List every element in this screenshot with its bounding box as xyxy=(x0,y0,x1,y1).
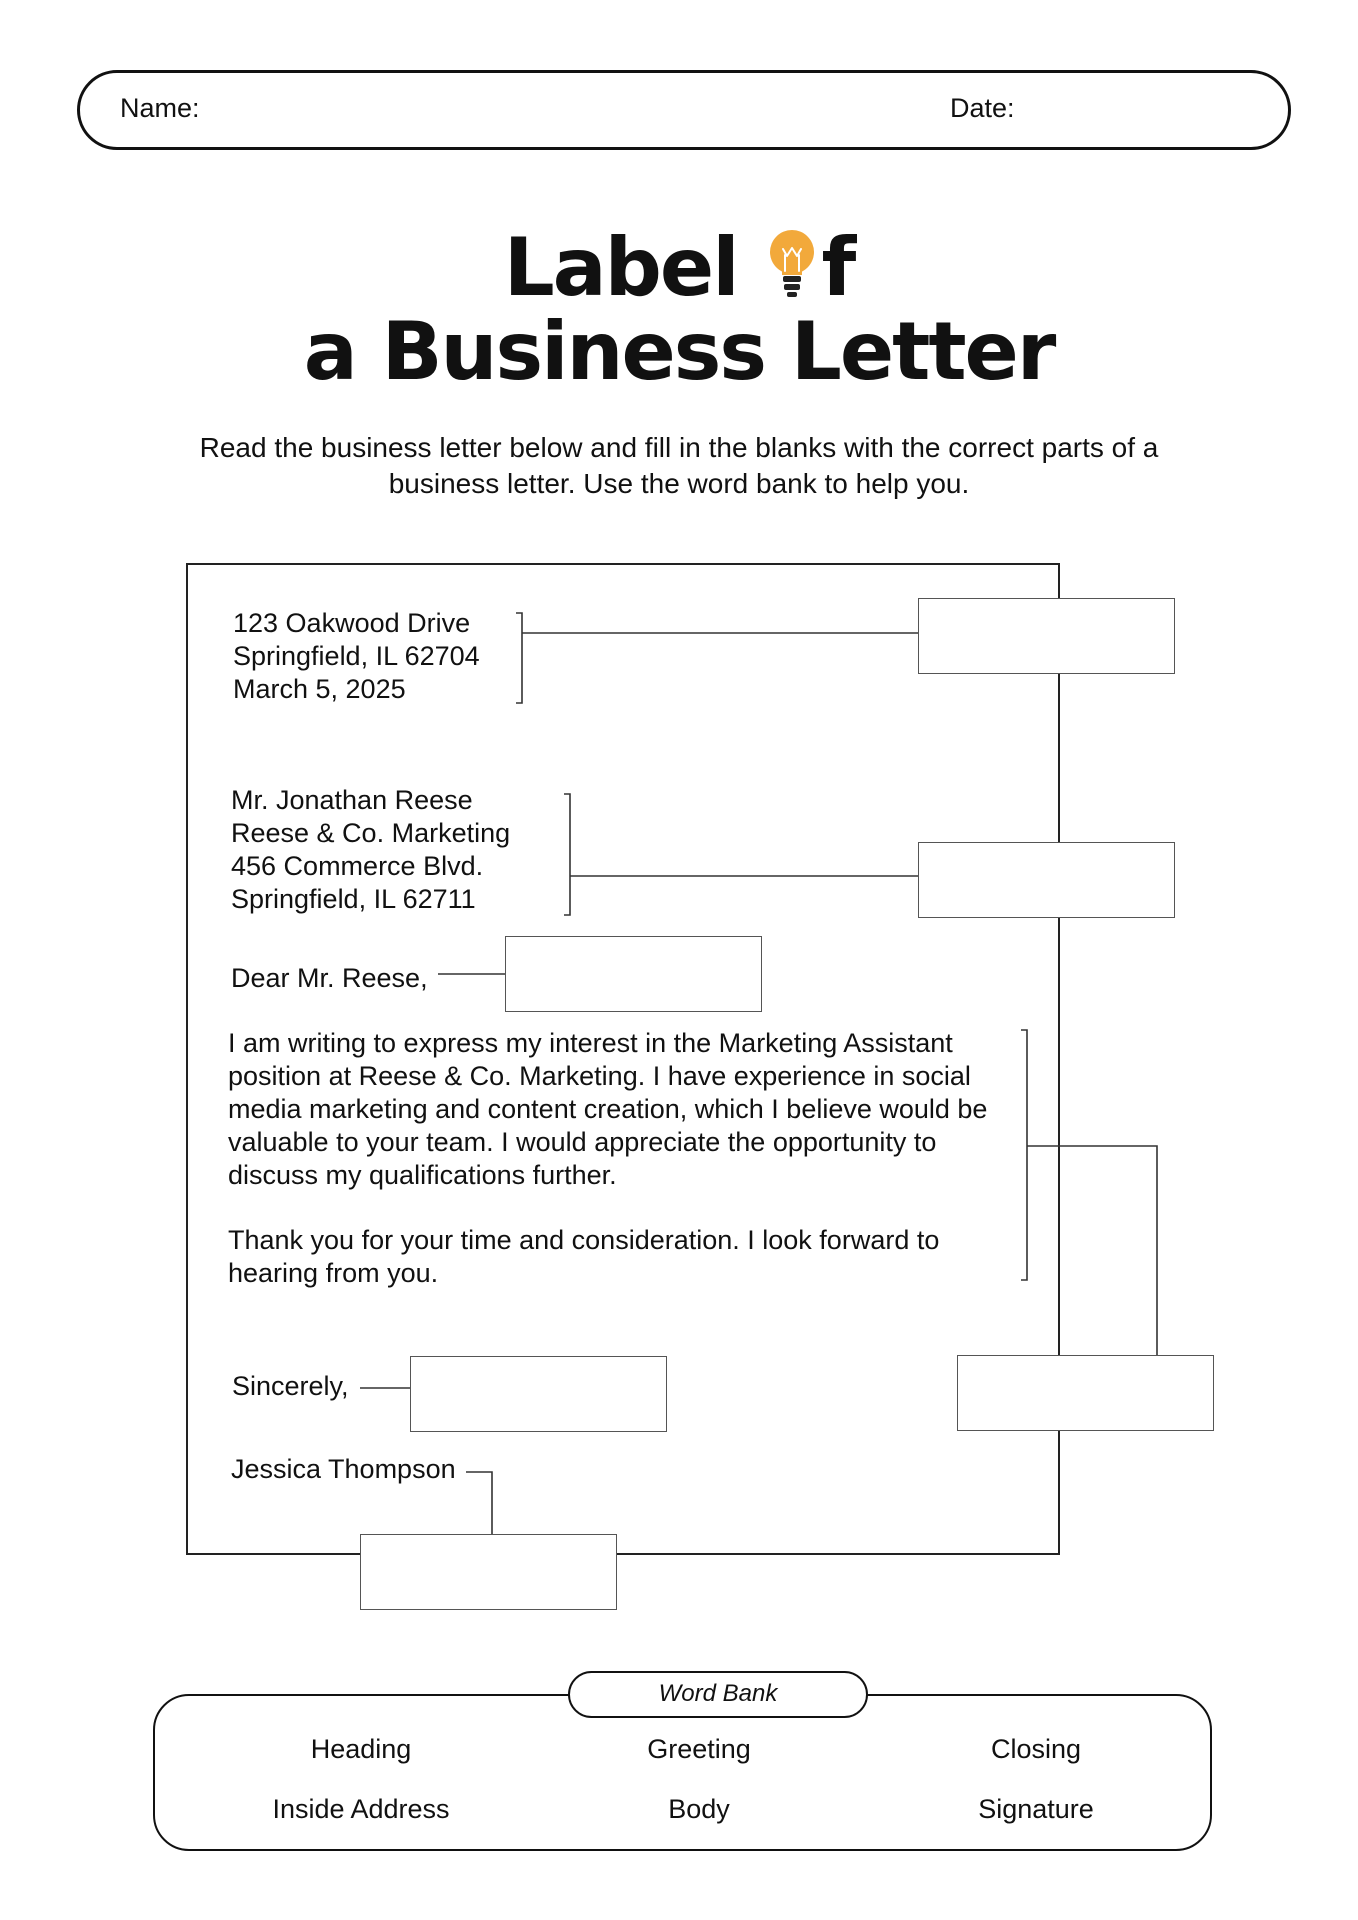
heading-line: March 5, 2025 xyxy=(233,674,406,704)
word-bank-title: Word Bank xyxy=(568,1671,868,1718)
greeting-blank-box[interactable] xyxy=(505,936,762,1012)
date-label: Date: xyxy=(950,93,1015,123)
heading-bracket xyxy=(516,613,522,703)
title-part-1: Label xyxy=(503,221,764,314)
body-paragraph-1: I am writing to express my interest in the Marketing Assistant position at Reese & Co. Marketing. I have experience in social media marketing and content creation, which I believe would be valuable to your team. I would appreciate the opportunity to discuss my qualifications further. xyxy=(228,1028,988,1190)
word-bank-item: Signature xyxy=(978,1794,1094,1824)
body-paragraph-2: Thank you for your time and consideration. I look forward to hearing from you. xyxy=(228,1225,940,1288)
word-bank-item: Heading xyxy=(310,1734,412,1764)
inside-address-line: Reese & Co. Marketing xyxy=(231,818,511,848)
greeting-text: Dear Mr. Reese, xyxy=(231,963,428,993)
signature-connector xyxy=(466,1472,492,1534)
body-blank-box[interactable] xyxy=(957,1355,1214,1431)
inside-address-line: Mr. Jonathan Reese xyxy=(231,785,473,815)
signature-blank-box[interactable] xyxy=(360,1534,617,1610)
page-title-line-2: a Business Letter xyxy=(303,305,1055,398)
signature-text: Jessica Thompson xyxy=(231,1454,456,1484)
inside-address-text xyxy=(231,784,510,916)
heading-blank-box[interactable] xyxy=(918,598,1175,674)
body-connector xyxy=(1027,1146,1157,1355)
heading-line: 123 Oakwood Drive xyxy=(233,608,471,638)
instructions-text: Read the business letter below and fill in the blanks with the correct parts of a business letter. Use the word bank to help you. xyxy=(199,432,1159,499)
word-bank-item: Body xyxy=(668,1794,730,1824)
name-label: Name: xyxy=(120,93,200,123)
word-bank-item: Inside Address xyxy=(272,1794,450,1824)
inside-address-line: Springfield, IL 62711 xyxy=(231,884,476,914)
inside-address-bracket xyxy=(564,794,570,915)
heading-text xyxy=(233,607,480,706)
word-bank-item: Greeting xyxy=(647,1734,751,1764)
title-part-2: f xyxy=(821,221,855,314)
heading-line: Springfield, IL 62704 xyxy=(233,641,480,671)
word-bank-item: Closing xyxy=(990,1734,1082,1764)
closing-blank-box[interactable] xyxy=(410,1356,667,1432)
closing-text: Sincerely, xyxy=(232,1371,349,1401)
inside-address-blank-box[interactable] xyxy=(918,842,1175,918)
inside-address-line: 456 Commerce Blvd. xyxy=(231,851,484,881)
